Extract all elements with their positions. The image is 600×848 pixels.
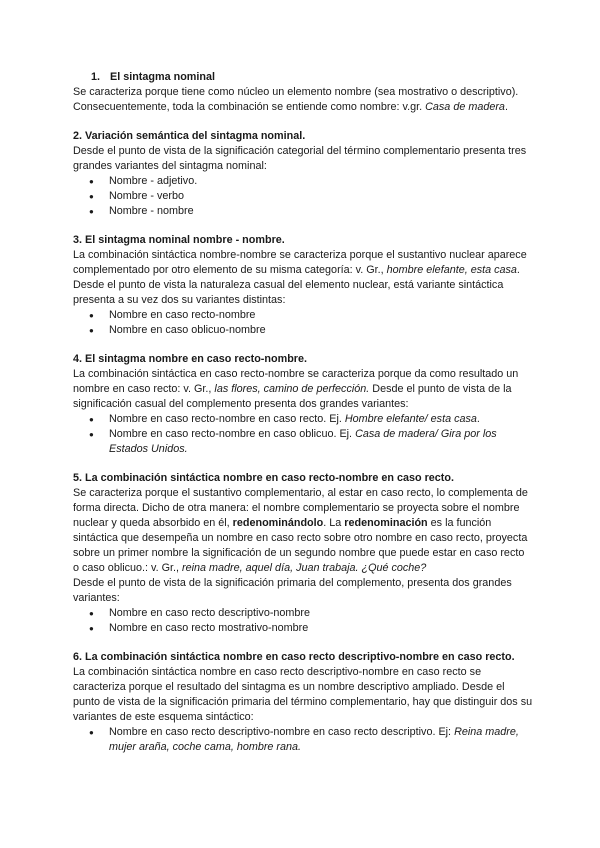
section-3-example: hombre elefante, esta casa xyxy=(386,264,517,276)
section-4-paragraph xyxy=(73,367,533,412)
section-1-number: 1. xyxy=(91,71,101,83)
list-item-example: Hombre elefante/ esta casa xyxy=(344,413,477,425)
list-item-example: Casa de madera/ Gira por los Estados Unidos. xyxy=(109,428,497,455)
list-item: ● Nombre en caso oblicuo-nombre xyxy=(73,323,533,338)
section-4 xyxy=(73,352,533,457)
list-item-text-end: . xyxy=(476,413,480,425)
section-5-text: . La xyxy=(323,517,345,529)
list-item-text: Nombre en caso recto-nombre en caso oblicuo. Ej. xyxy=(109,428,356,440)
section-1-heading xyxy=(73,70,533,85)
section-4-heading: 4. El sintagma nombre en caso recto-nombre. xyxy=(73,353,307,365)
section-1-paragraph xyxy=(73,85,533,115)
list-item-text: Nombre en caso recto-nombre en caso recto. Ej. xyxy=(109,413,345,425)
list-item-text: Nombre en caso recto descriptivo-nombre en caso recto descriptivo. Ej: xyxy=(109,726,455,738)
section-6-heading: 6. La combinación sintáctica nombre en caso recto descriptivo-nombre en caso recto. xyxy=(73,651,515,663)
section-2 xyxy=(73,129,533,219)
section-6-paragraph: La combinación sintáctica nombre en caso recto descriptivo-nombre en caso recto se caracteriza porque el resultado del sintagma es un nombre descriptivo ampliado. Desde el punto de vista de la significación primaria del término complementario, hay que distinguir dos su variantes de este esquema sintáctico: xyxy=(73,666,533,723)
section-4-list xyxy=(73,412,533,457)
list-item xyxy=(73,725,533,755)
section-5-heading: 5. La combinación sintáctica nombre en caso recto-nombre en caso recto. xyxy=(73,472,455,484)
section-1-text: Se caracteriza porque tiene como núcleo un elemento nombre (sea mostrativo o descriptivo). Consecuentemente, toda la combinación se entiende como nombre: v.gr. xyxy=(73,86,519,113)
list-item: ● Nombre - nombre xyxy=(73,204,533,219)
list-item: ● Nombre en caso recto-nombre xyxy=(73,308,533,323)
section-1-example: Casa de madera xyxy=(425,101,505,113)
list-item xyxy=(73,412,533,427)
section-3-text: La combinación sintáctica nombre-nombre se caracteriza porque el sustantivo nuclear aparece complementado por otro elemento de su misma categoría: v. Gr., xyxy=(73,249,527,276)
section-6-list xyxy=(73,725,533,755)
section-4-text-end: Desde el punto de vista de la significación casual del complemento presenta dos grandes variantes: xyxy=(73,383,512,410)
section-5-bold-term: redenominándolo xyxy=(232,517,324,529)
section-1-title: El sintagma nominal xyxy=(110,71,215,83)
list-item: ● Nombre en caso recto descriptivo-nombre xyxy=(73,606,533,621)
section-2-heading: 2. Variación semántica del sintagma nominal. xyxy=(73,130,306,142)
section-3-paragraph xyxy=(73,248,533,308)
list-item: ● Nombre - verbo xyxy=(73,189,533,204)
section-5-paragraph-2: Desde el punto de vista de la significación primaria del complemento, presenta dos grandes variantes: xyxy=(73,577,512,604)
section-3-list xyxy=(73,308,533,338)
list-item: ● Nombre en caso recto mostrativo-nombre xyxy=(73,621,533,636)
section-1-text-end: . xyxy=(504,101,508,113)
section-2-list xyxy=(73,174,533,219)
section-5-list xyxy=(73,606,533,636)
section-2-paragraph: Desde el punto de vista de la significación categorial del término complementario presenta tres grandes variantes del sintagma nominal: xyxy=(73,145,527,172)
list-item-example: Reina madre, mujer araña, coche cama, hombre rana. xyxy=(109,726,519,753)
section-4-example: las flores, camino de perfección. xyxy=(214,383,370,395)
section-6 xyxy=(73,650,533,755)
list-item: ● Nombre - adjetivo. xyxy=(73,174,533,189)
section-5-text: Se caracteriza porque el sustantivo complementario, al estar en caso recto, lo complementa de forma directa. Dicho de otra manera: el nombre complementario se proyecta sobre el nombre nuclear y queda absorbido en él, xyxy=(73,487,528,529)
section-5-bold-term: redenominación xyxy=(344,517,428,529)
section-1 xyxy=(73,70,533,115)
list-item xyxy=(73,427,533,457)
section-5-example: reina madre, aquel día, Juan trabaja. ¿Qué coche? xyxy=(182,562,427,574)
section-5 xyxy=(73,471,533,636)
section-5-paragraph xyxy=(73,486,533,576)
section-3 xyxy=(73,233,533,338)
document-content xyxy=(73,70,533,769)
section-5-text: es la función sintáctica que desempeña un nombre en caso recto sobre otro nombre en caso recto, proyecta sobre un primer nombre la significación de un segundo nombre que puede estar en caso recto o caso oblicuo.: v. Gr., xyxy=(73,517,528,574)
section-3-heading: 3. El sintagma nominal nombre - nombre. xyxy=(73,234,285,246)
section-4-text: La combinación sintáctica en caso recto-nombre se caracteriza porque da como resultado un nombre en caso recto: v. Gr., xyxy=(73,368,519,395)
section-3-text-end: . Desde el punto de vista la naturaleza casual del elemento nuclear, está variante sintáctica presenta a su vez dos su variantes distintas: xyxy=(73,264,520,306)
